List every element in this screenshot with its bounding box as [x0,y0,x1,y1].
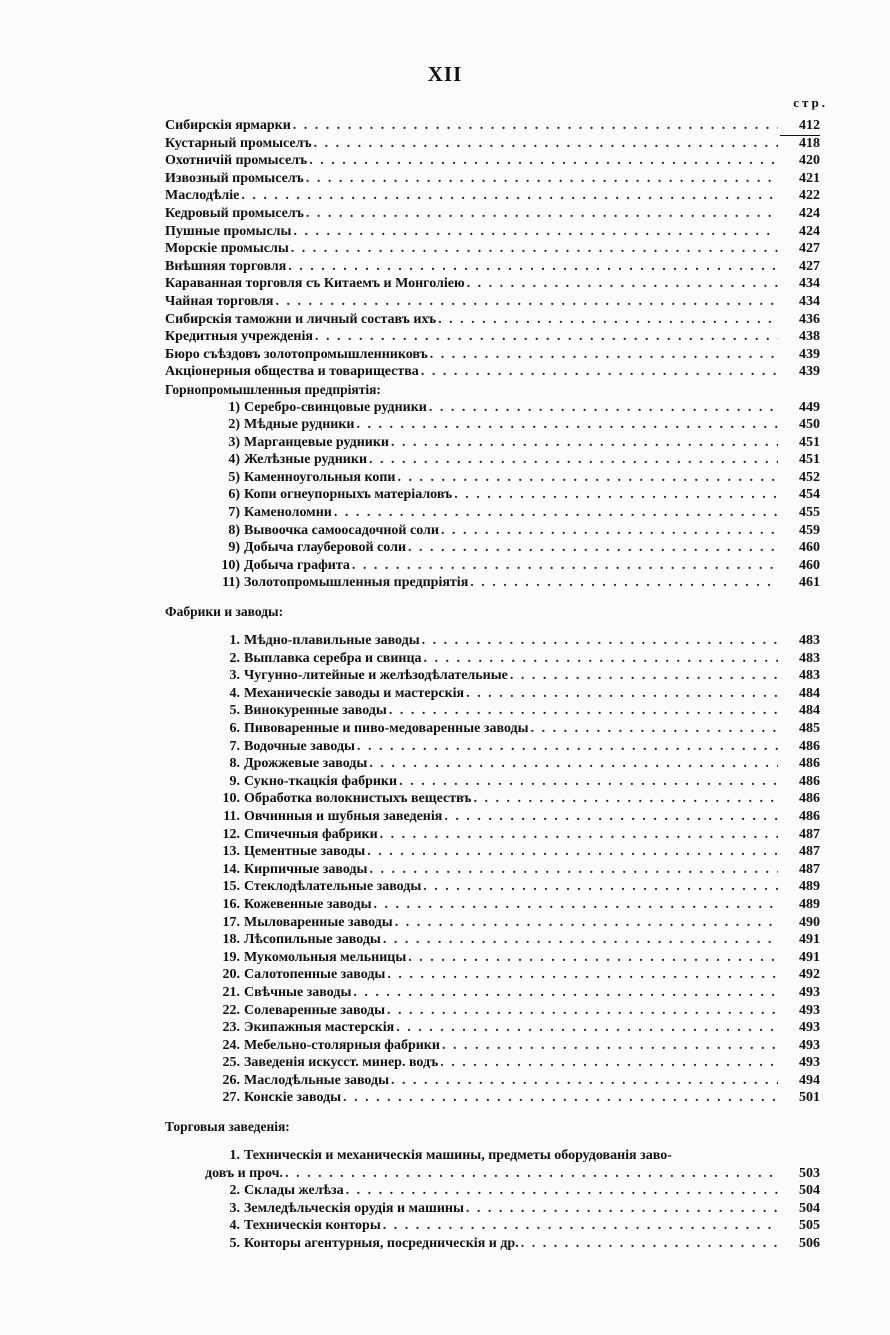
toc-entry [165,1019,820,1037]
toc-entry [165,117,820,135]
entry-page: 483 [799,650,820,666]
toc-entry [165,486,820,504]
entry-number: 3. [229,668,240,684]
entry-number: 23. [222,1020,240,1036]
leader-dots [353,984,778,1002]
entry-number: 8. [229,756,240,772]
entry-title: Конторы агентурныя, посредническія и др. [244,1236,519,1252]
entry-page: 439 [799,346,820,362]
leader-dots [395,914,778,932]
entry-title: Кирпичные заводы [244,861,368,877]
toc-entry [165,451,820,469]
entry-page: 452 [799,469,820,485]
toc-entry [165,878,820,896]
entry-number: 5. [229,703,240,719]
entry-page: 412 [780,117,820,136]
toc-entry [165,434,820,452]
mining-heading: Горнопромышленныя предпріятія: [165,381,381,397]
entry-number: 26. [222,1072,240,1088]
toc-entry [165,346,820,364]
entry-title: Бюро съѣздовъ золотопромышленниковъ [165,346,428,362]
leader-dots [424,650,778,668]
toc-entry [165,984,820,1002]
entry-page: 489 [799,896,820,912]
entry-title: Мѣдные рудники [244,417,355,433]
entry-title: Экипажныя мастерскія [244,1020,395,1036]
leader-dots [531,720,778,738]
entry-number: 3) [228,434,240,450]
entry-number: 13. [222,844,240,860]
entry-title: Мѣдно-плавильные заводы [244,633,420,649]
entry-page: 427 [799,258,820,274]
entry-title: Чугунно-литейные и желѣзодѣлательные [244,668,508,684]
toc-entry [165,914,820,932]
leader-dots [357,738,778,756]
entry-number: 5. [229,1236,240,1252]
entry-page: 460 [799,557,820,573]
entry-title: Извозный промыселъ [165,170,304,186]
leader-dots [444,808,778,826]
entry-number: 1) [228,399,240,415]
entry-number: 4) [228,452,240,468]
leader-dots [343,1089,778,1107]
entry-title: Стеклодѣлательные заводы [244,879,422,895]
toc-entry [165,205,820,223]
leader-dots [285,1165,778,1183]
entry-number: 3. [229,1200,240,1216]
entry-page: 422 [799,188,820,204]
toc-entry [165,1089,820,1107]
toc-entry [165,931,820,949]
factories-heading: Фабрики и заводы: [165,604,284,620]
leader-dots [241,187,778,205]
entry-number: 7) [228,505,240,521]
entry-page: 493 [799,1002,820,1018]
leader-dots [408,949,778,967]
entry-title: Добыча графита [244,557,350,573]
leader-dots [466,685,778,703]
entry-title: Чайная торговля [165,293,274,309]
toc-entry [165,240,820,258]
entry-page: 489 [799,879,820,895]
leader-dots [442,1037,778,1055]
toc-entry [165,275,820,293]
entry-title: Кустарный промыселъ [165,135,312,151]
entry-number: 15. [222,879,240,895]
toc-entry [165,1200,820,1218]
leader-dots [383,1217,778,1235]
toc-entry [165,135,820,153]
leader-dots [380,826,778,844]
entry-page: 487 [799,861,820,877]
entry-page: 436 [799,311,820,327]
entry-page: 451 [799,452,820,468]
entry-number: 17. [222,914,240,930]
entry-title: Желѣзные рудники [244,452,368,468]
entry-number: 11) [222,575,240,591]
toc-entry [165,1002,820,1020]
toc-entry [165,896,820,914]
entry-title: Кожевенные заводы [244,896,372,912]
entry-page: 449 [799,399,820,415]
leader-dots [315,328,778,346]
entry-page: 421 [799,170,820,186]
leader-dots [391,1072,778,1090]
toc-entry [165,685,820,703]
entry-title: Внѣшняя торговля [165,258,287,274]
entry-title: Спичечныя фабрики [244,826,378,842]
toc-entry [165,363,820,381]
leader-dots [389,702,778,720]
entry-page: 493 [799,1055,820,1071]
entry-page: 484 [799,685,820,701]
entry-title: Выплавка серебра и свинца [244,650,422,666]
entry-title: Лѣсопильные заводы [244,932,381,948]
entry-page: 455 [799,505,820,521]
leader-dots [396,1019,778,1037]
leader-dots [314,135,778,153]
entry-page: 487 [799,826,820,842]
toc-entry [165,826,820,844]
entry-page: 493 [799,1020,820,1036]
entry-title: Водочные заводы [244,738,355,754]
toc-entry [165,1037,820,1055]
entry-number: 6) [228,487,240,503]
entry-title: Свѣчные заводы [244,984,352,1000]
leader-dots [346,1182,778,1200]
entry-title: Мыловаренные заводы [244,914,393,930]
toc-entry [165,790,820,808]
trade-heading: Торговыя заведенія: [165,1119,290,1135]
leader-dots [387,1002,778,1020]
leader-dots [441,522,778,540]
toc-entry [165,152,820,170]
leader-dots [291,240,778,258]
entry-page: 486 [799,791,820,807]
toc-entry [165,738,820,756]
leader-dots [408,539,778,557]
leader-dots [374,896,778,914]
toc-entry [165,720,820,738]
entry-title: Мебельно-столярныя фабрики [244,1037,440,1053]
leader-dots [397,469,778,487]
entry-title: Караванная торговля съ Китаемъ и Монголіею [165,276,465,292]
entry-page: 486 [799,773,820,789]
entry-title: Добыча глауберовой соли [244,540,407,556]
entry-page: 505 [799,1218,820,1234]
entry-title: Дрожжевые заводы [244,756,368,772]
entry-page: 486 [799,738,820,754]
entry-number: 2. [229,650,240,666]
leader-dots [293,117,778,135]
entry-number: 16. [222,896,240,912]
toc-entry [165,755,820,773]
entry-page: 420 [799,153,820,169]
toc-entry [165,632,820,650]
leader-dots [510,667,778,685]
entry-number: 19. [222,949,240,965]
entry-page: 438 [799,329,820,345]
toc-entry [165,258,820,276]
entry-page: 461 [799,575,820,591]
entry-title: Морскіе промыслы [165,241,289,257]
toc-entry [165,293,820,311]
entry-title: Каменоломни [244,505,332,521]
entry-page: 424 [799,223,820,239]
toc-entry [165,574,820,592]
entry-number: 1. [229,1148,240,1164]
entry-page: 427 [799,241,820,257]
entry-number: 10) [221,557,240,573]
entry-title: Земледѣльческія орудія и машины [244,1200,464,1216]
toc-entry [165,702,820,720]
toc-entry [165,861,820,879]
entry-number: 4. [229,685,240,701]
leader-dots [423,878,778,896]
entry-number: 9. [229,773,240,789]
toc-entry [165,328,820,346]
leader-dots [369,755,778,773]
toc-entry [165,1054,820,1072]
entry-page: 484 [799,703,820,719]
entry-page: 486 [799,808,820,824]
entry-page: 434 [799,293,820,309]
entry-title: Кредитныя учрежденія [165,329,313,345]
entry-page: 493 [799,984,820,1000]
entry-title: Золотопромышленныя предпріятія [244,575,469,591]
entry-page: 491 [799,949,820,965]
toc-entry [165,949,820,967]
entry-page: 460 [799,540,820,556]
entry-page: 418 [799,135,820,151]
entry-number: 22. [222,1002,240,1018]
entry-title: Охотничій промыселъ [165,153,308,169]
entry-number: 2) [228,417,240,433]
toc-entry [165,187,820,205]
factories-entries-list [165,632,820,1107]
entry-number: 21. [222,984,240,1000]
entry-page: 492 [799,967,820,983]
leader-dots [467,275,778,293]
leader-dots [352,557,778,575]
top-entries-list [165,117,820,381]
entry-page: 504 [799,1200,820,1216]
entry-number: 27. [222,1090,240,1106]
entry-page: 506 [799,1236,820,1252]
entry-page: 450 [799,417,820,433]
entry-page: 487 [799,844,820,860]
leader-dots [421,363,778,381]
entry-page: 501 [799,1090,820,1106]
entry-number: 9) [228,540,240,556]
entry-title-continued: довъ и проч. [205,1165,284,1181]
entry-page: 486 [799,756,820,772]
entry-title: Склады желѣза [244,1183,344,1199]
entry-title: Мукомольныя мельницы [244,949,407,965]
entry-title: Техническія и механическія машины, предметы оборудованія заво- [244,1148,672,1164]
entry-page: 494 [799,1072,820,1088]
toc-entry [165,504,820,522]
toc-entry [165,311,820,329]
toc-entry [165,843,820,861]
entry-title: Обработка волокнистыхъ веществъ [244,791,472,807]
trade-entries-list [165,1182,820,1252]
toc-entry [165,667,820,685]
toc-entry [165,399,820,417]
leader-dots [387,966,778,984]
leader-dots [356,416,778,434]
leader-dots [293,223,778,241]
entry-number: 25. [222,1055,240,1071]
entry-number: 11. [223,808,240,824]
entry-title: Акціонерныя общества и товарищества [165,364,419,380]
entry-title: Заведенія искусст. минер. водъ [244,1055,439,1071]
entry-title: Каменноугольныя копи [244,469,396,485]
toc-entry [165,808,820,826]
entry-number: 2. [229,1183,240,1199]
entry-title: Механическіе заводы и мастерскія [244,685,465,701]
leader-dots [438,311,778,329]
entry-number: 5) [228,469,240,485]
leader-dots [369,861,778,879]
entry-page: 493 [799,1037,820,1053]
toc-entry [165,966,820,984]
entry-title: Копи огнеупорныхъ матеріаловъ [244,487,453,503]
toc-entry [165,223,820,241]
entry-page: 491 [799,932,820,948]
entry-number: 20. [222,967,240,983]
leader-dots [367,843,778,861]
entry-title: Конскіе заводы [244,1090,342,1106]
leader-dots [521,1235,778,1253]
entry-title: Вывоочка самоосадочной соли [244,522,439,538]
leader-dots [399,773,778,791]
leader-dots [383,931,778,949]
leader-dots [309,152,778,170]
leader-dots [473,790,778,808]
entry-number: 18. [222,932,240,948]
leader-dots [440,1054,778,1072]
entry-page: 483 [799,668,820,684]
toc-entry [165,650,820,668]
leader-dots [306,205,778,223]
entry-page: 454 [799,487,820,503]
entry-title: Салотопенные заводы [244,967,386,983]
entry-title: Маслодѣльные заводы [244,1072,390,1088]
entry-page: 503 [799,1165,820,1181]
toc-entry [165,773,820,791]
entry-page: 439 [799,364,820,380]
entry-page: 424 [799,205,820,221]
entry-title: Цементные заводы [244,844,366,860]
entry-page: 490 [799,914,820,930]
entry-title: Сукно-ткацкія фабрики [244,773,398,789]
trade-entry-first [165,1147,820,1182]
leader-dots [466,1200,778,1218]
toc-entry [165,1072,820,1090]
entry-number: 12. [222,826,240,842]
toc-entry [165,539,820,557]
page-number: XII [427,62,463,86]
entry-page: 483 [799,633,820,649]
table-of-contents [165,117,820,1253]
entry-title: Серебро-свинцовые рудники [244,399,427,415]
leader-dots [391,434,778,452]
toc-entry [165,1217,820,1235]
mining-entries-list [165,399,820,593]
entry-number: 14. [222,861,240,877]
entry-number: 1. [229,633,240,649]
entry-title: Сибирскія ярмарки [165,118,291,133]
entry-title: Винокуренные заводы [244,703,387,719]
entry-title: Сибирскія таможни и личный составъ ихъ [165,311,437,327]
entry-page: 504 [799,1183,820,1199]
toc-entry [165,469,820,487]
toc-entry [165,522,820,540]
entry-title: Маслодѣліе [165,188,240,204]
entry-number: 4. [229,1218,240,1234]
entry-title: Пивоваренные и пиво-медоваренные заводы [244,721,529,736]
toc-entry [165,1182,820,1200]
page-column-label: стр. [793,95,828,110]
toc-entry [165,557,820,575]
leader-dots [275,293,778,311]
entry-number: 10. [222,791,240,807]
entry-page: 434 [799,276,820,292]
entry-number: 6. [229,721,240,736]
entry-page: 459 [799,522,820,538]
entry-page: 451 [799,434,820,450]
toc-entry [165,170,820,188]
leader-dots [422,632,778,650]
entry-title: Солеваренные заводы [244,1002,386,1018]
entry-page: 485 [799,721,820,736]
toc-entry [165,416,820,434]
entry-number: 8) [228,522,240,538]
entry-title: Овчинныя и шубныя заведенія [244,808,443,824]
leader-dots [470,574,778,592]
leader-dots [430,346,778,364]
entry-number: 24. [222,1037,240,1053]
entry-title: Техническія конторы [244,1218,381,1234]
leader-dots [306,170,778,188]
leader-dots [454,486,778,504]
leader-dots [334,504,778,522]
entry-title: Марганцевые рудники [244,434,389,450]
entry-title: Кедровый промыселъ [165,205,304,221]
entry-title: Пушные промыслы [165,223,292,239]
entry-number: 7. [229,738,240,754]
leader-dots [288,258,778,276]
leader-dots [369,451,778,469]
toc-entry [165,1235,820,1253]
leader-dots [429,399,778,417]
